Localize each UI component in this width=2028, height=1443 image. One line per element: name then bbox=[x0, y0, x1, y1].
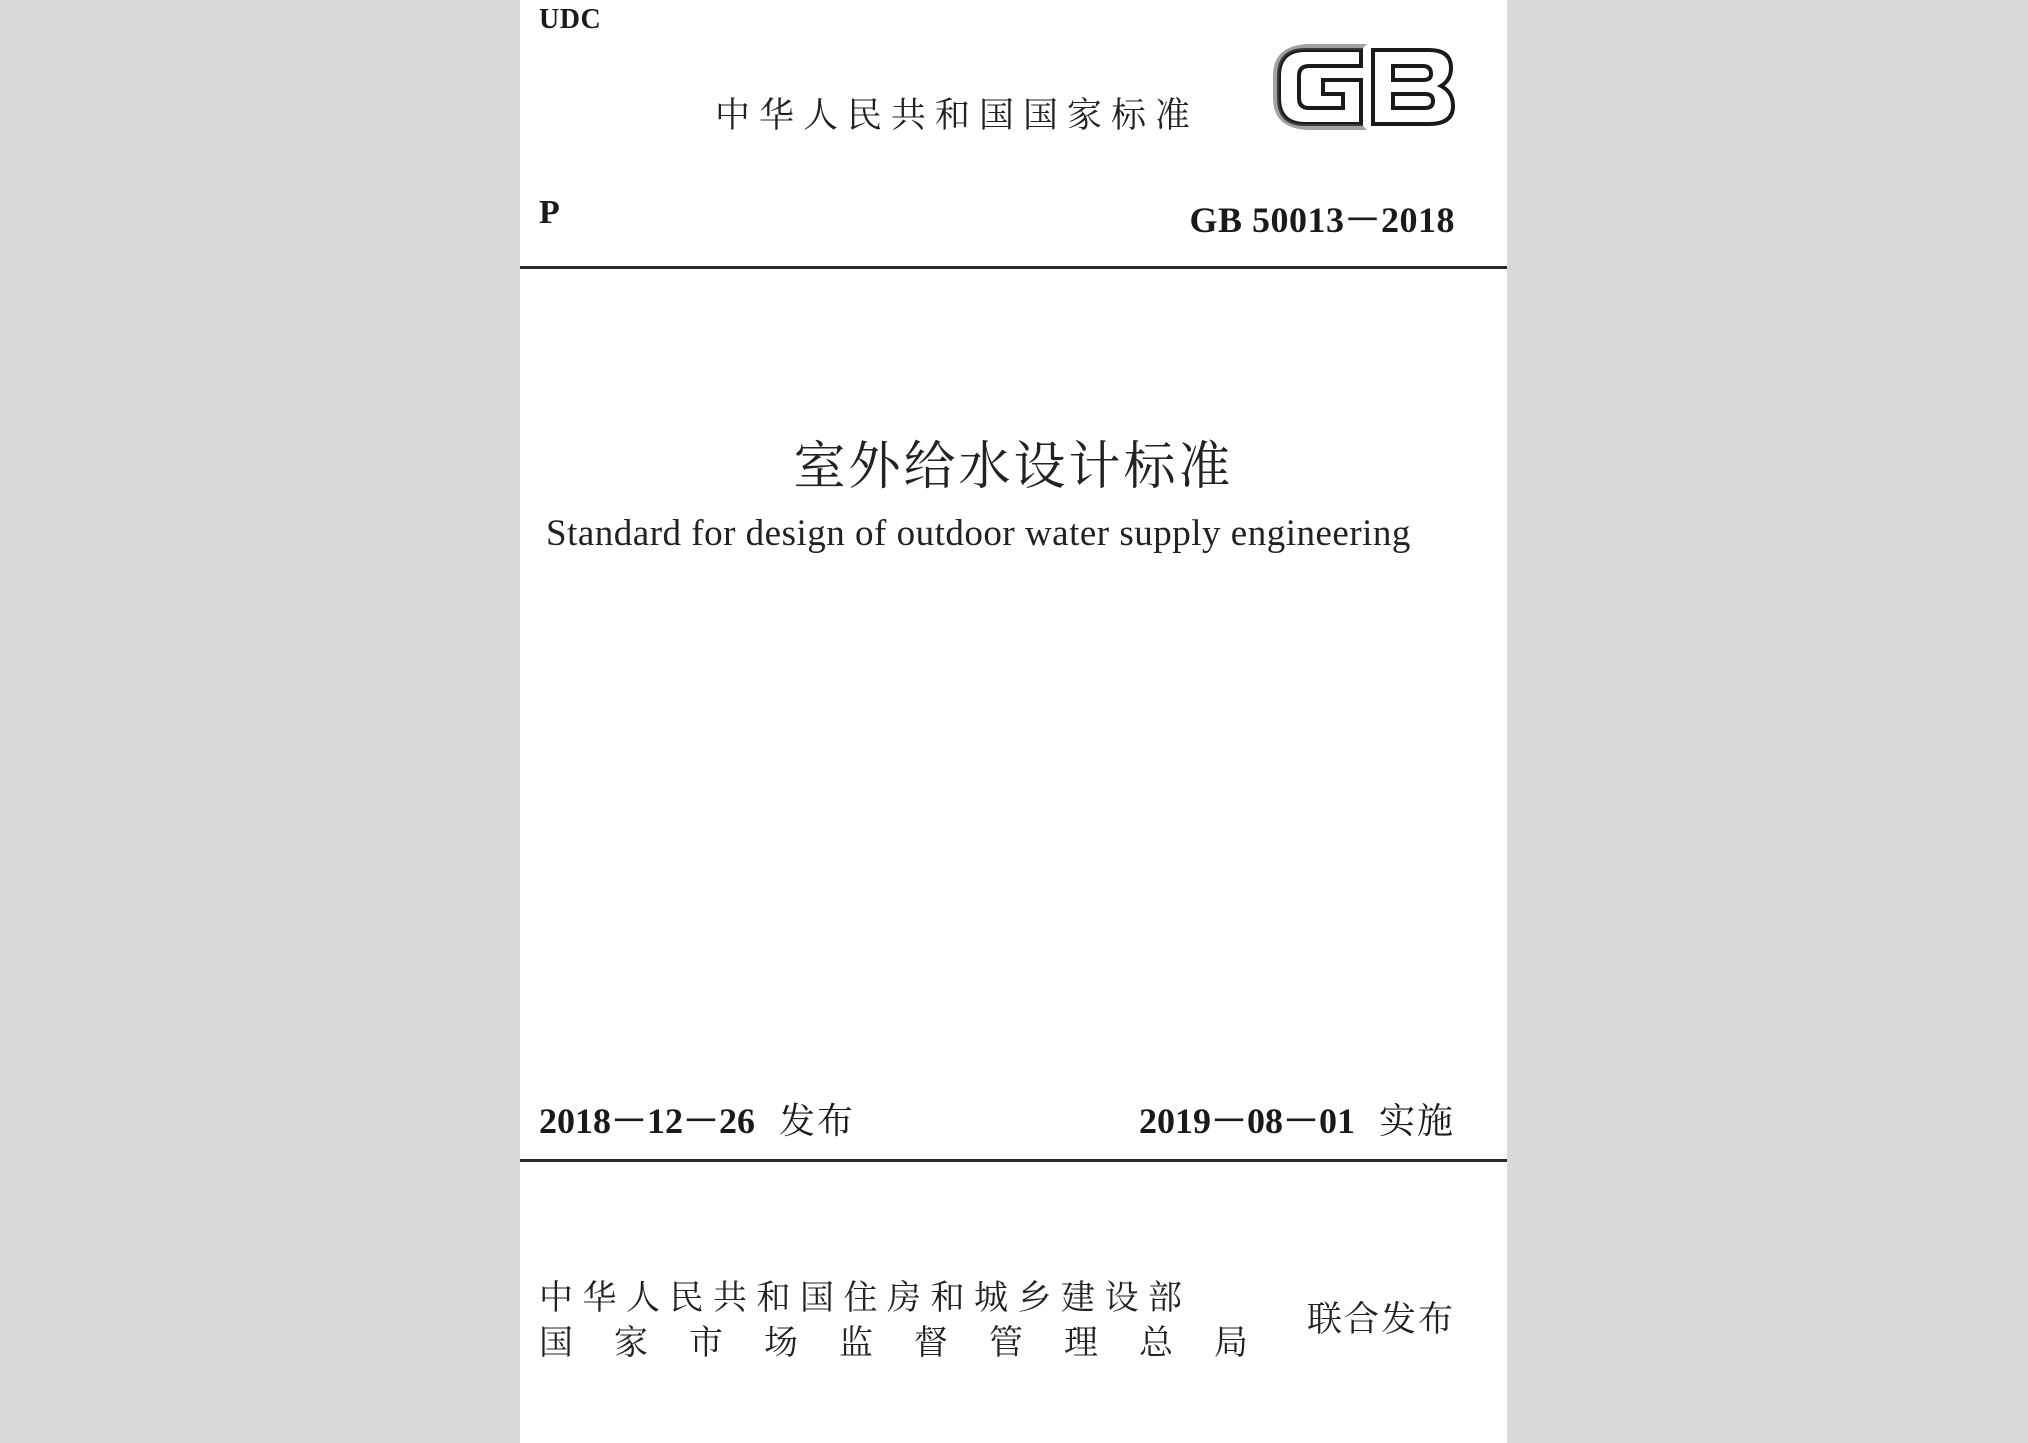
issue-date: 2018－12－26 bbox=[539, 1101, 756, 1141]
issuer-administration: 国家市场监督管理总局 bbox=[539, 1323, 1289, 1363]
bottom-divider bbox=[520, 1159, 1507, 1162]
national-standard-heading: 中华人民共和国国家标准 bbox=[715, 96, 1200, 136]
issuer-ministry: 中华人民共和国住房和城乡建设部 bbox=[539, 1278, 1192, 1318]
joint-issue-label: 联合发布 bbox=[1306, 1300, 1455, 1340]
title-chinese: 室外给水设计标准 bbox=[793, 437, 1234, 497]
implement-date: 2019－08－01 bbox=[1138, 1101, 1355, 1141]
issue-date-line bbox=[539, 1093, 855, 1144]
title-english: Standard for design of outdoor water supply engineering bbox=[546, 513, 1411, 554]
standard-number: GB 50013－2018 bbox=[1189, 200, 1455, 240]
top-divider bbox=[520, 266, 1507, 269]
implement-date-line bbox=[1139, 1093, 1455, 1144]
implement-label: 实施 bbox=[1378, 1101, 1455, 1142]
issue-label: 发布 bbox=[779, 1101, 856, 1142]
classification-code: P bbox=[539, 194, 560, 231]
gb-logo bbox=[1269, 36, 1459, 134]
standard-cover-page bbox=[520, 0, 1507, 1443]
udc-label: UDC bbox=[539, 4, 602, 35]
